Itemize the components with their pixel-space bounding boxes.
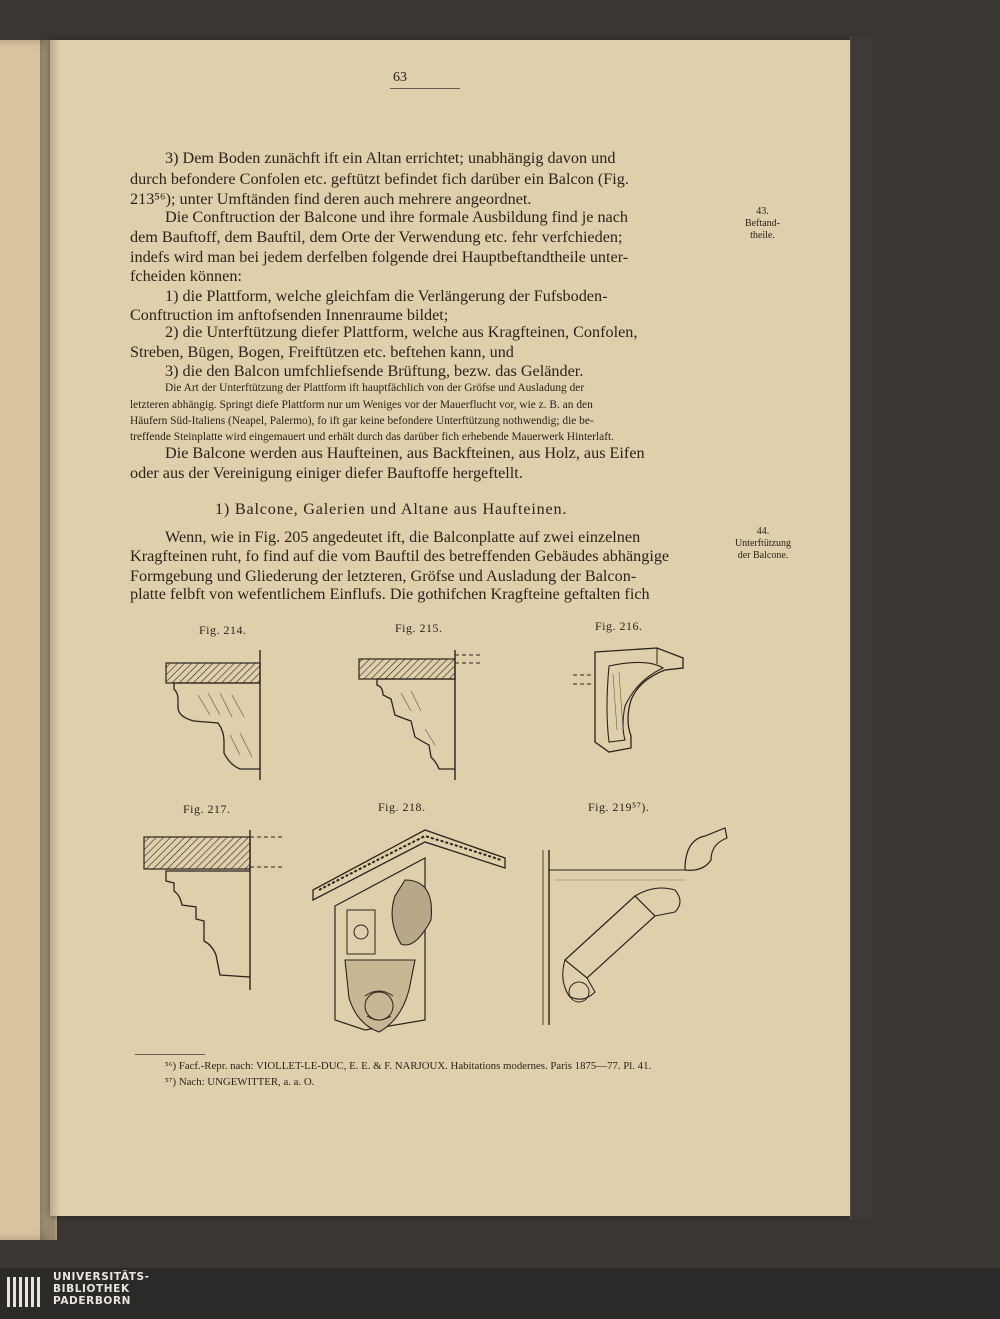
figure-214-corbel: [160, 645, 280, 785]
body-line: Conftruction im anftofsenden Innenraume bildet;: [130, 306, 449, 324]
margin-note-44: [728, 526, 798, 562]
figure-216-corbel: [565, 640, 695, 765]
figure-218-corbel: [305, 820, 515, 1045]
margin-note-number: 44.: [756, 526, 770, 537]
figure-219-corbel: [535, 820, 735, 1030]
margin-note-number: 43.: [756, 206, 769, 217]
spine-shadow: [40, 40, 60, 1240]
body-line: Wenn, wie in Fig. 205 angedeutet ift, die Balconplatte auf zwei einzelnen: [165, 528, 641, 546]
body-line: platte felbft von wefentlichem Einflufs. Die gothifchen Kragfteine geftalten fich: [130, 585, 650, 603]
small-line: treffende Steinplatte wird eingemauert und erhält durch das darüber fich erhebende Mauerwerk Hinterlaft.: [130, 431, 615, 443]
body-line: 1) die Plattform, welche gleichfam die Verlängerung der Fufsboden-: [165, 287, 608, 305]
body-line: dem Bauftoff, dem Bauftil, dem Orte der Verwendung etc. fehr verfchieden;: [130, 228, 623, 246]
page-number-rule: [390, 88, 460, 89]
body-line: 3) die den Balcon umfchliefsende Brüftung, bezw. das Geländer.: [165, 362, 584, 380]
figure-217-corbel: [140, 825, 290, 995]
body-line: Die Balcone werden aus Haufteinen, aus Backfteinen, aus Holz, aus Eifen: [165, 444, 645, 462]
footnote-rule: [135, 1054, 205, 1055]
footer-line-2: BIBLIOTHEK: [53, 1283, 130, 1295]
section-heading: 1) Balcone, Galerien und Altane aus Haufteinen.: [215, 500, 568, 518]
book-cover-edge: [850, 36, 873, 1220]
footnote-56: ⁵⁶) Facf.-Repr. nach: VIOLLET-LE-DUC, E. E. & F. NARJOUX. Habitations modernes. Paris 1875—77. Pl. 41.: [165, 1060, 652, 1072]
figure-caption-217: Fig. 217.: [183, 802, 231, 816]
body-line: Die Conftruction der Balcone und ihre formale Ausbildung find je nach: [165, 208, 629, 226]
library-footer: [0, 1268, 1000, 1319]
footer-line-3: PADERBORN: [53, 1295, 132, 1307]
body-line: durch befondere Confolen etc. geftützt befindet fich darüber ein Balcon (Fig.: [130, 170, 629, 188]
margin-note-text: Unterftützung der Balcone.: [734, 538, 792, 561]
figure-caption-216: Fig. 216.: [595, 619, 643, 633]
small-line: Die Art der Unterftützung der Plattform ift hauptfächlich von der Gröfse und Ausladung der: [165, 382, 585, 394]
body-line: Kragfteinen ruht, fo find auf die vom Bauftil des betreffenden Gebäudes abhängige: [130, 547, 670, 565]
figure-caption-218: Fig. 218.: [378, 800, 426, 814]
body-line: 3) Dem Boden zunächft ift ein Altan errichtet; unabhängig davon und: [165, 149, 616, 167]
margin-note-text: Beftand-theile.: [745, 218, 780, 241]
body-line: indefs wird man bei jedem derfelben folgende drei Hauptbeftandtheile unter-: [130, 248, 629, 266]
footer-line-1: UNIVERSITÄTS-: [53, 1271, 150, 1283]
body-line: oder aus der Vereinigung einiger diefer Bauftoffe hergeftellt.: [130, 464, 523, 482]
figure-caption-215: Fig. 215.: [395, 621, 443, 635]
footnote-57: ⁵⁷) Nach: UNGEWITTER, a. a. O.: [165, 1076, 315, 1088]
body-line: 2) die Unterftützung diefer Plattform, welche aus Kragfteinen, Confolen,: [165, 323, 638, 341]
library-logo-icon: [5, 1273, 45, 1311]
margin-note-43: [735, 206, 790, 242]
figure-caption-214: Fig. 214.: [199, 623, 247, 637]
body-line: fcheiden können:: [130, 267, 242, 285]
body-line: Streben, Bügen, Bogen, Freiftützen etc. beftehen kann, und: [130, 343, 514, 361]
body-line: Formgebung und Gliederung der letzteren, Gröfse und Ausladung der Balcon-: [130, 567, 637, 585]
figure-215-corbel: [355, 645, 485, 785]
figure-caption-219: Fig. 219⁵⁷).: [588, 800, 650, 814]
small-line: letzteren abhängig. Springt diefe Plattform nur um Weniges vor der Mauerflucht vor, wie z. B. an den: [130, 399, 593, 411]
page-number: 63: [393, 70, 407, 85]
body-line: 213⁵⁶); unter Umftänden find deren auch mehrere angeordnet.: [130, 190, 532, 208]
small-line: Häufern Süd-Italiens (Neapel, Palermo), fo ift gar keine befondere Unterftützung nothwendig; die be-: [130, 415, 594, 427]
